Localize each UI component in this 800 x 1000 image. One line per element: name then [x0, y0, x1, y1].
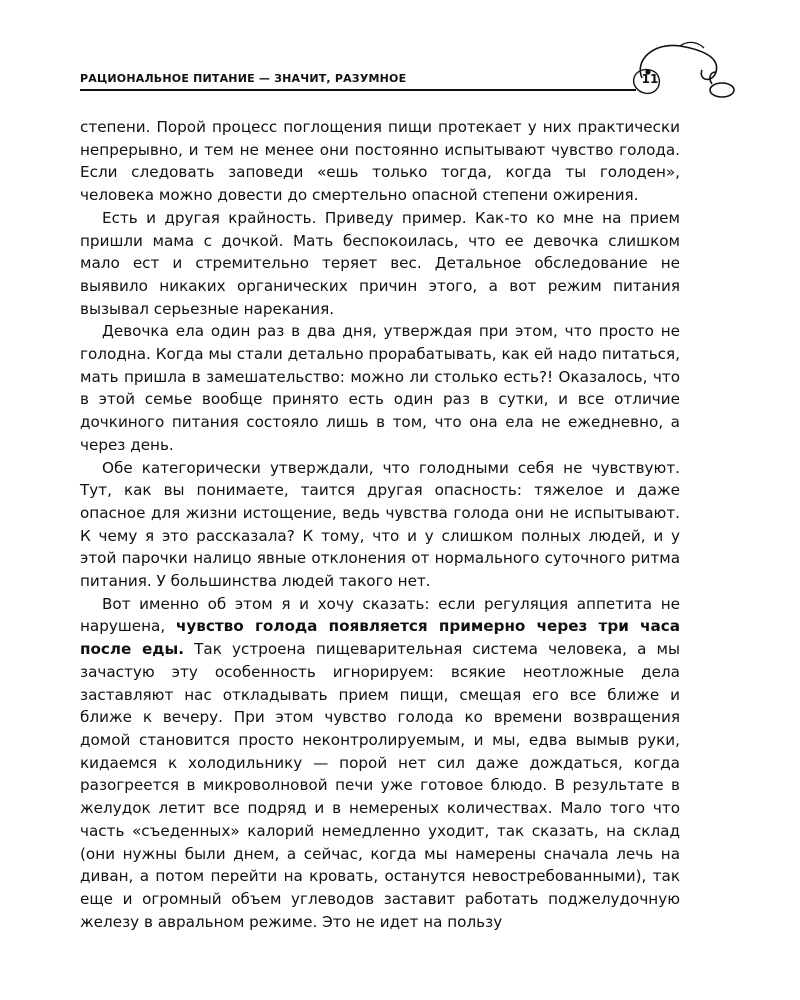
- paragraph: [80, 593, 680, 934]
- header-rule: [80, 89, 636, 91]
- paragraph: Девочка ела один раз в два дня, утверждая при этом, что просто не голодна. Когда мы стали детально прорабатывать, как ей надо питаться, мать пришла в замешательство: можно ли столько есть?! Оказалось, что в этой семье вообще принято есть один раз в сутки, и все отличие дочкиного питания состояло лишь в том, что она ела не ежедневно, а через день.: [80, 322, 680, 454]
- paragraph: Обе категорически утверждали, что голодными себя не чувствуют. Тут, как вы понимаете, таится другая опасность: тяжелое и даже опасное для жизни истощение, ведь чувства голода они не испытывают. К чему я это рассказала? К тому, что и у слишком полных людей, и у этой парочки налицо явные отклонения от нормального суточного ритма питания. У большинства людей такого нет.: [80, 458, 680, 591]
- page-number: 11: [641, 72, 659, 86]
- stethoscope-icon: [628, 38, 740, 104]
- paragraph: Есть и другая крайность. Приведу пример. Как-то ко мне на прием пришли мама с дочкой. Мать беспокоилась, что ее девочка слишком мало ест и стремительно теряет вес. Детальное обследование не выявило никаких органических причин этого, а вот режим питания вызывал серьезные нарекания.: [80, 208, 680, 318]
- paragraph-text: Вот именно об этом я и хочу сказать: если регуляция аппетита не нарушена,: [80, 594, 680, 636]
- running-head: РАЦИОНАЛЬНОЕ ПИТАНИЕ — ЗНАЧИТ, РАЗУМНОЕ: [80, 72, 407, 85]
- paragraph-text: Так устроена пищеварительная система человека, а мы зачастую эту особенность игнорируем: всякие неотложные дела заставляют нас откладывать прием пищи, смещая его все ближе и ближе к вечеру. При этом чувство голода ко времени возвращения домой становится просто неконтролируемым, и мы, едва вымыв руки, кидаемся к холодильнику — порой нет сил даже дождаться, когда разогреется в микроволновой печи уже готовое блюдо. В результате в желудок летит все подряд и в немереных количествах. Мало того что часть «съеденных» калорий немедленно уходит, так сказать, на склад (они нужны были днем, а сейчас, когда мы намерены сначала лечь на диван, а потом перейти на кровать, останутся невостребованными), так еще и огромный объем углеводов заставит работать поджелудочную железу в авральном режиме. Это не идет на пользу: [80, 640, 680, 931]
- paragraph: степени. Порой процесс поглощения пищи протекает у них практически непрерывно, и тем не менее они постоянно испытывают чувство голода. Если следовать заповеди «ешь только тогда, когда ты голоден», человека можно довести до смертельно опасной степени ожирения.: [80, 118, 680, 205]
- emphasis-text: чувство голода появляется примерно через три часа после еды.: [80, 617, 680, 659]
- body-text: [80, 116, 680, 933]
